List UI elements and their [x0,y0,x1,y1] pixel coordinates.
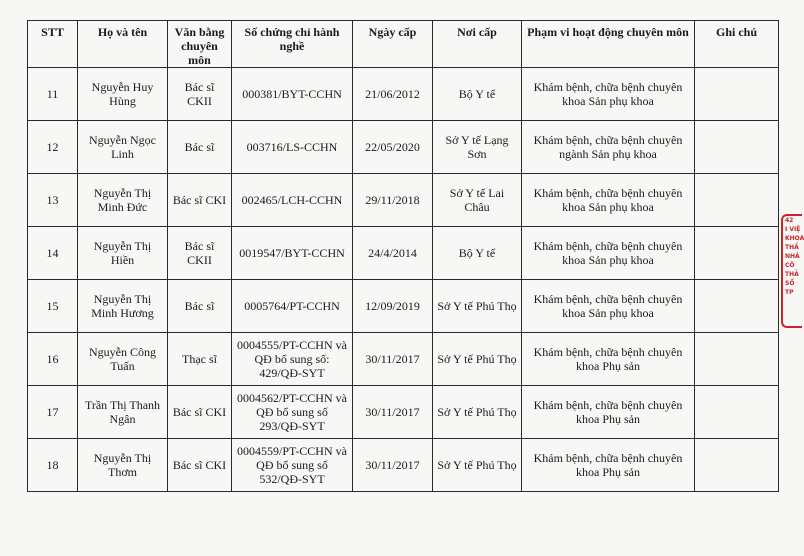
cell-issuer: Sở Y tế Lạng Sơn [433,121,522,174]
cell-stt: 15 [28,280,78,333]
table-row [28,121,779,174]
cell-issuer: Sở Y tế Phú Thọ [433,280,522,333]
cell-scope: Khám bệnh, chữa bệnh chuyên khoa Sản phụ khoa [522,227,695,280]
header-name: Họ và tên [78,21,168,68]
header-row [28,21,779,68]
header-certificate: Số chứng chỉ hành nghề [232,21,353,68]
cell-note [695,121,779,174]
cell-scope: Khám bệnh, chữa bệnh chuyên khoa Phụ sản [522,386,695,439]
cell-date: 29/11/2018 [353,174,433,227]
cell-scope: Khám bệnh, chữa bệnh chuyên khoa Sản phụ khoa [522,68,695,121]
cell-scope: Khám bệnh, chữa bệnh chuyên khoa Sản phụ khoa [522,174,695,227]
cell-note [695,333,779,386]
cell-issuer: Bộ Y tế [433,68,522,121]
cell-certificate: 003716/LS-CCHN [232,121,353,174]
cell-name: Nguyễn Ngọc Linh [78,121,168,174]
cell-date: 22/05/2020 [353,121,433,174]
stamp-text: KHOA [785,235,804,242]
cell-certificate: 0004562/PT-CCHN và QĐ bổ sung số 293/QĐ-SYT [232,386,353,439]
cell-issuer: Sở Y tế Phú Thọ [433,439,522,492]
cell-scope: Khám bệnh, chữa bệnh chuyên khoa Sản phụ khoa [522,280,695,333]
cell-scope: Khám bệnh, chữa bệnh chuyên ngành Sản phụ khoa [522,121,695,174]
cell-stt: 14 [28,227,78,280]
cell-certificate: 0005764/PT-CCHN [232,280,353,333]
cell-issuer: Sở Y tế Lai Châu [433,174,522,227]
cell-note [695,174,779,227]
red-seal-stamp [781,214,802,328]
cell-name: Nguyễn Thị Thơm [78,439,168,492]
table-row [28,68,779,121]
cell-stt: 12 [28,121,78,174]
table-row [28,227,779,280]
cell-note [695,227,779,280]
cell-certificate: 0004555/PT-CCHN và QĐ bổ sung số: 429/QĐ-SYT [232,333,353,386]
cell-name: Nguyễn Thị Minh Hương [78,280,168,333]
cell-stt: 17 [28,386,78,439]
cell-degree: Bác sĩ CKII [168,68,232,121]
cell-name: Nguyễn Công Tuấn [78,333,168,386]
cell-note [695,68,779,121]
stamp-text: THẦ [785,244,799,251]
cell-degree: Bác sĩ CKI [168,439,232,492]
cell-stt: 13 [28,174,78,227]
cell-degree: Bác sĩ [168,121,232,174]
stamp-text: I VIỆ [785,226,801,233]
cell-date: 21/06/2012 [353,68,433,121]
cell-note [695,280,779,333]
stamp-text: CÔ [785,262,795,269]
header-note: Ghi chú [695,21,779,68]
cell-degree: Bác sĩ CKII [168,227,232,280]
cell-scope: Khám bệnh, chữa bệnh chuyên khoa Phụ sản [522,439,695,492]
cell-name: Nguyễn Thị Hiền [78,227,168,280]
cell-scope: Khám bệnh, chữa bệnh chuyên khoa Phụ sản [522,333,695,386]
cell-issuer: Sở Y tế Phú Thọ [433,386,522,439]
stamp-text: THẢ [785,271,799,278]
cell-degree: Bác sĩ [168,280,232,333]
table-row [28,280,779,333]
stamp-text: TP [785,289,794,296]
stamp-text: SỐ [785,280,795,287]
cell-date: 30/11/2017 [353,333,433,386]
stamp-text: 42 [785,217,794,224]
cell-issuer: Bộ Y tế [433,227,522,280]
table-row [28,386,779,439]
cell-date: 12/09/2019 [353,280,433,333]
cell-degree: Thạc sĩ [168,333,232,386]
table-row [28,439,779,492]
header-scope: Phạm vi hoạt động chuyên môn [522,21,695,68]
header-date: Ngày cấp [353,21,433,68]
practitioner-table [27,20,779,492]
cell-certificate: 000381/BYT-CCHN [232,68,353,121]
cell-certificate: 0004559/PT-CCHN và QĐ bổ sung số 532/QĐ-SYT [232,439,353,492]
header-degree: Văn bằng chuyên môn [168,21,232,68]
table-row [28,333,779,386]
table-row [28,174,779,227]
cell-name: Nguyễn Huy Hùng [78,68,168,121]
header-stt: STT [28,21,78,68]
stamp-text: NHÂ [785,253,800,260]
cell-name: Trần Thị Thanh Ngân [78,386,168,439]
cell-certificate: 002465/LCH-CCHN [232,174,353,227]
cell-certificate: 0019547/BYT-CCHN [232,227,353,280]
cell-stt: 18 [28,439,78,492]
header-issuer: Nơi cấp [433,21,522,68]
cell-stt: 11 [28,68,78,121]
cell-name: Nguyễn Thị Minh Đức [78,174,168,227]
cell-date: 24/4/2014 [353,227,433,280]
cell-stt: 16 [28,333,78,386]
cell-note [695,439,779,492]
cell-date: 30/11/2017 [353,386,433,439]
cell-date: 30/11/2017 [353,439,433,492]
cell-degree: Bác sĩ CKI [168,386,232,439]
cell-issuer: Sở Y tế Phú Thọ [433,333,522,386]
cell-degree: Bác sĩ CKI [168,174,232,227]
cell-note [695,386,779,439]
